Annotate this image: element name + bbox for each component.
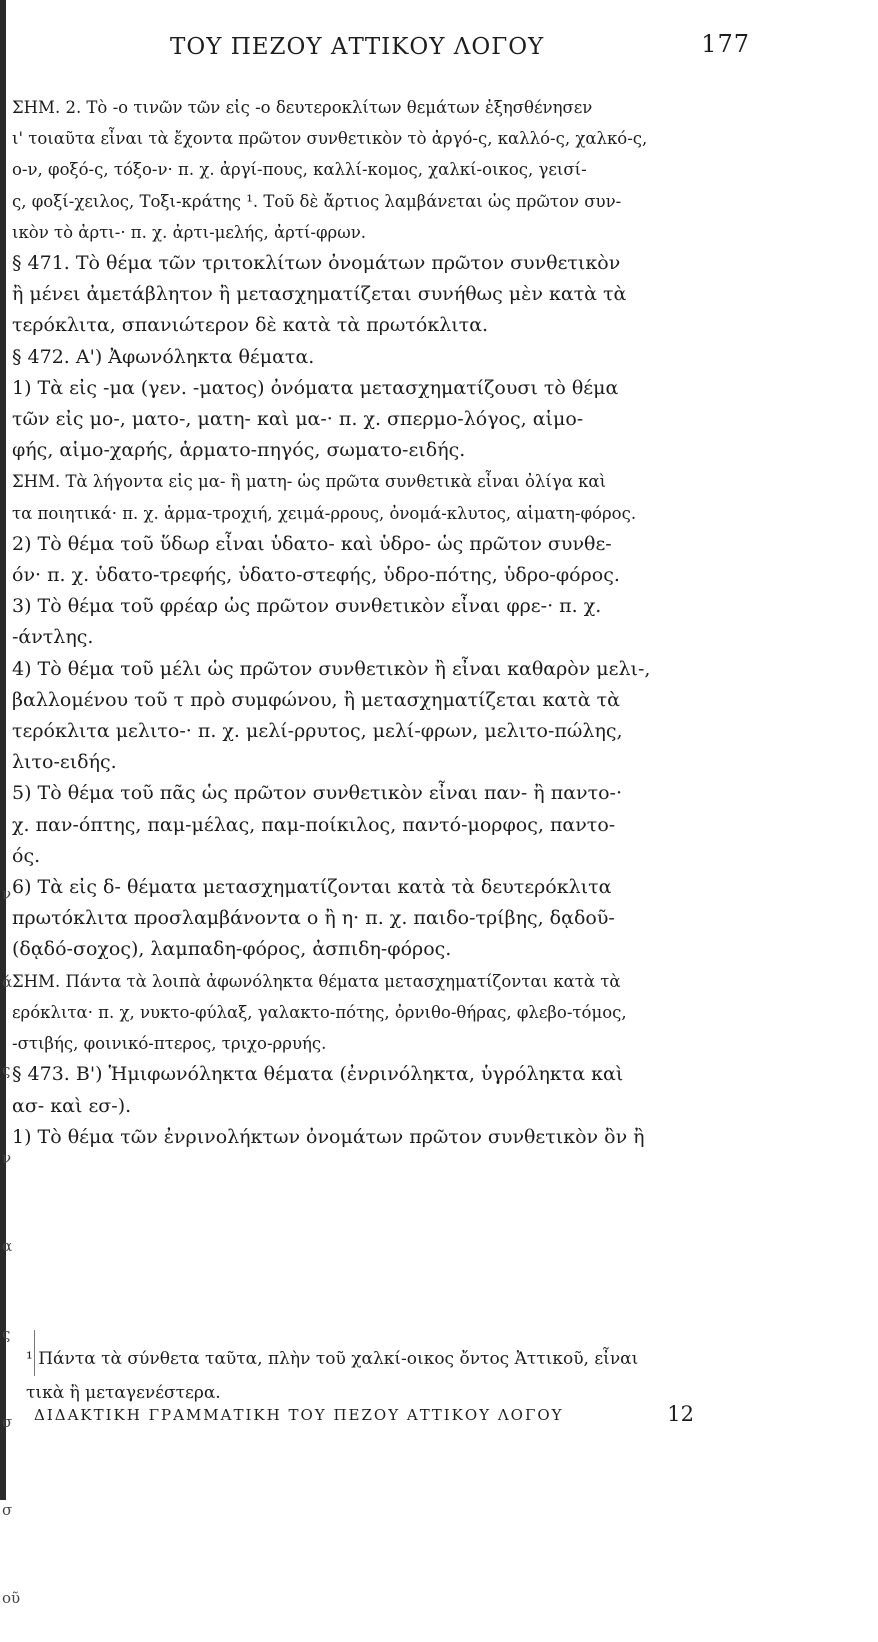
footer-title: ΔΙΔΑΚΤΙΚΗ ΓΡΑΜΜΑΤΙΚΗ ΤΟΥ ΠΕΖΟΥ ΑΤΤΙΚΟΥ ΛΟΓΟΥ <box>34 1406 564 1424</box>
margin-mark: α <box>2 1237 13 1255</box>
margin-mark: ν <box>2 885 12 903</box>
text-line: ἢ μένει ἀμετάβλητον ἢ μετασχηματίζεται συνήθως μὲν κατὰ τὰ <box>12 283 627 306</box>
footnote <box>26 1342 766 1410</box>
footnote-line: ¹ Πάντα τὰ σύνθετα ταῦτα, πλὴν τοῦ χαλκί-οικος ὄντος Ἀττικοῦ, εἶναι <box>26 1349 639 1369</box>
text-line: 4) Τὸ θέμα τοῦ μέλι ὡς πρῶτον συνθετικὸν ἢ εἶναι καθαρὸν μελι-, <box>12 657 651 680</box>
margin-mark: σ <box>2 1501 13 1519</box>
text-line: ικὸν τὸ ἀρτι-· π. χ. ἀρτι-μελής, ἀρτί-φρων. <box>12 222 366 242</box>
text-line: 1) Τὸ θέμα τῶν ἐνρινολήκτων ὀνομάτων πρῶτον συνθετικὸν ὂν ἢ <box>12 1125 645 1148</box>
margin-mark: οῦ <box>2 1589 21 1607</box>
text-line: 5) Τὸ θέμα τοῦ πᾶς ὡς πρῶτον συνθετικὸν εἶναι παν- ἢ παντο-· <box>12 782 623 805</box>
text-line: τερόκλιτα μελιτο-· π. χ. μελί-ρρυτος, μελί-φρων, μελιτο-πώλης, <box>12 720 623 743</box>
text-line: ι' τοιαῦτα εἶναι τὰ ἔχοντα πρῶτον συνθετικὸν τὸ ἀργό-ς, καλλό-ς, χαλκό-ς, <box>12 129 648 149</box>
text-line: 2) Τὸ θέμα τοῦ ὕδωρ εἶναι ὑδατο- καὶ ὑδρο- ὡς πρῶτον συνθε- <box>12 532 612 555</box>
text-line: 3) Τὸ θέμα τοῦ φρέαρ ὡς πρῶτον συνθετικὸν εἶναι φρε-· π. χ. <box>12 595 602 618</box>
text-line: τερόκλιτα, σπανιώτερον δὲ κατὰ τὰ πρωτόκλιτα. <box>12 314 489 337</box>
margin-mark: ν <box>2 1149 12 1167</box>
signature-number: 12 <box>667 1402 694 1426</box>
text-line: πρωτόκλιτα προσλαμβάνοντα ο ἢ η· π. χ. παιδο-τρίβης, δᾳδοῦ- <box>12 907 615 930</box>
text-line: ός. <box>12 844 41 867</box>
note-line: ερόκλιτα· π. χ, νυκτο-φύλαξ, γαλακτο-πότης, ὀρνιθο-θήρας, φλεβο-τόμος, <box>12 1002 627 1022</box>
margin-mark: ς <box>2 1325 11 1343</box>
section-heading-472: § 472. Α') Ἀφωνόληκτα θέματα. <box>12 345 315 368</box>
text-line: ασ- καὶ εσ-). <box>12 1094 132 1117</box>
text-line: 6) Τὰ εἰς δ- θέματα μετασχηματίζονται κατὰ τὰ δευτερόκλιτα <box>12 876 612 899</box>
margin-mark: ς <box>2 1061 11 1079</box>
text-line: ο-ν, φοξό-ς, τόξο-ν· π. χ. ἀργί-πους, καλλί-κομος, χαλκί-οικος, γεισί- <box>12 160 587 180</box>
note-line: ΣΗΜ. Πάντα τὰ λοιπὰ ἀφωνόληκτα θέματα μετασχηματίζονται κατὰ τὰ <box>12 971 621 991</box>
text-line: τῶν εἰς μο-, ματο-, ματη- καὶ μα-· π. χ. σπερμο-λόγος, αἱμο- <box>12 408 584 431</box>
page-number: 177 <box>701 30 750 58</box>
note-line: τα ποιητικά· π. χ. ἁρμα-τροχιή, χειμά-ρρους, ὀνομά-κλυτος, αἱματη-φόρος. <box>12 503 637 523</box>
section-heading-473: § 473. Β') Ἡμιφωνόληκτα θέματα (ἐνρινόληκτα, ὑγρόληκτα καὶ <box>12 1063 624 1086</box>
text-line: βαλλομένου τοῦ τ πρὸ συμφώνου, ἢ μετασχηματίζεται κατὰ τὰ <box>12 688 620 711</box>
text-line: χ. παν-όπτης, παμ-μέλας, παμ-ποίκιλος, παντό-μορφος, παντο- <box>12 813 616 836</box>
note-line: ΣΗΜ. Τὰ λήγοντα εἰς μα- ἢ ματη- ὡς πρῶτα συνθετικὰ εἶναι ὀλίγα καὶ <box>12 472 607 492</box>
margin-mark: σ <box>2 1413 13 1431</box>
text-line: (δᾳδό-σοχος), λαμπαδη-φόρος, ἀσπιδη-φόρος. <box>12 938 452 961</box>
signature-footer <box>34 1402 694 1436</box>
note-line: -στιβής, φοινικό-πτερος, τριχο-ρρυής. <box>12 1034 327 1054</box>
text-line: φής, αἱμο-χαρής, ἁρματο-πηγός, σωματο-ειδής. <box>12 439 466 462</box>
text-line: λιτο-ειδής. <box>12 751 117 774</box>
text-line: ς, φοξί-χειλος, Τοξι-κράτης ¹. Τοῦ δὲ ἄρτιος λαμβάνεται ὡς πρῶτον συν- <box>12 191 622 211</box>
section-heading-471: § 471. Τὸ θέμα τῶν τριτοκλίτων ὀνομάτων πρῶτον συνθετικὸν <box>12 252 621 275</box>
body-text <box>12 92 762 1153</box>
running-title: ΤΟΥ ΠΕΖΟΥ ΑΤΤΙΚΟΥ ΛΟΓΟΥ <box>170 34 545 60</box>
running-header <box>170 30 750 70</box>
text-line: ΣΗΜ. 2. Τὸ -ο τινῶν τῶν εἰς -ο δευτεροκλίτων θεμάτων ἐξησθένησεν <box>12 98 593 117</box>
footnote-line: τικὰ ἢ μεταγενέστερα. <box>26 1383 221 1403</box>
text-line: όν· π. χ. ὑδατο-τρεφής, ὑδατο-στεφής, ὑδρο-πότης, ὑδρο-φόρος. <box>12 564 620 587</box>
margin-mark: ά <box>2 973 13 991</box>
text-line: -άντλης. <box>12 626 94 649</box>
text-line: 1) Τὰ εἰς -μα (γεν. -ματος) ὀνόματα μετασχηματίζουσι τὸ θέμα <box>12 376 619 399</box>
